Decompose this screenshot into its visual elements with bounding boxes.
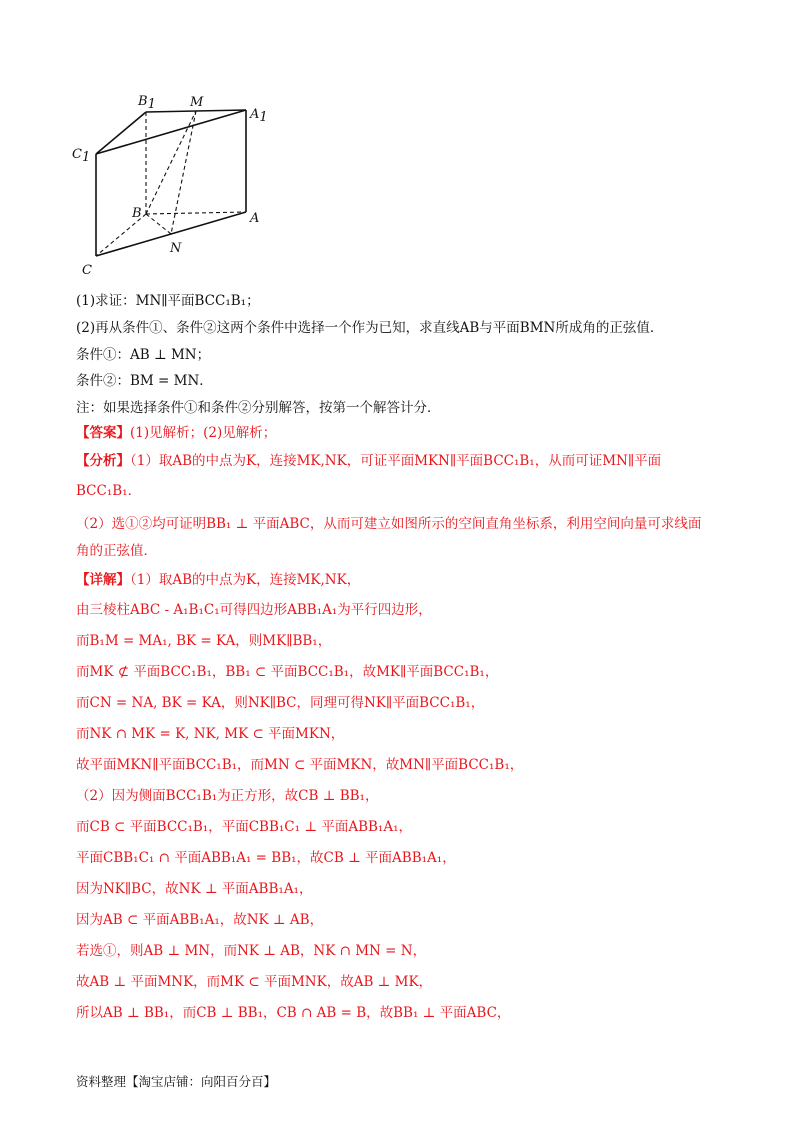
- detail-line-15: 所以AB ⊥ BB₁，而CB ⊥ BB₁，CB ∩ AB = B，故BB₁ ⊥ 平面ABC，: [76, 1005, 511, 1021]
- edge-C1-A1: [96, 110, 246, 154]
- condition-2: 条件②：BM = MN．: [76, 373, 213, 389]
- detail-line-1: [76, 571, 360, 589]
- question-part-1: (1)求证：MN∥平面BCC₁B₁；: [76, 293, 260, 309]
- analysis-line-3: （2）选①②均可证明BB₁ ⊥ 平面ABC，从而可建立如图所示的空间直角坐标系，利用空间向量可求线面: [76, 516, 702, 532]
- detail-line-13: 若选①，则AB ⊥ MN，而NK ⊥ AB，NK ∩ MN = N，: [76, 943, 427, 959]
- detail-line-5: 而CN = NA, BK = KA，则NK∥BC，同理可得NK∥平面BCC₁B₁，: [76, 695, 485, 711]
- prism-figure: [60, 88, 290, 284]
- detail-line-8: （2）因为侧面BCC₁B₁为正方形，故CB ⊥ BB₁，: [76, 788, 379, 804]
- detail-label: 【详解】: [76, 572, 130, 588]
- detail-line-10: 平面CBB₁C₁ ∩ 平面ABB₁A₁ = BB₁，故CB ⊥ 平面ABB₁A₁，: [76, 850, 456, 866]
- analysis-line-1: [76, 452, 661, 470]
- analysis-line-2: BCC₁B₁．: [76, 483, 142, 499]
- answer-label: 【答案】: [76, 425, 130, 441]
- label-M: M: [190, 95, 204, 110]
- label-C1: C1: [72, 147, 91, 165]
- detail-line-12: 因为AB ⊂ 平面ABB₁A₁，故NK ⊥ AB，: [76, 912, 324, 928]
- detail-line-4: 而MK ⊄ 平面BCC₁B₁，BB₁ ⊂ 平面BCC₁B₁，故MK∥平面BCC₁B₁，: [76, 664, 499, 680]
- segment-M-N: [171, 111, 196, 234]
- detail-line-3: 而B₁M = MA₁, BK = KA，则MK∥BB₁，: [76, 633, 332, 649]
- analysis-label: 【分析】: [76, 453, 130, 469]
- detail-line-9: 而CB ⊂ 平面BCC₁B₁，平面CBB₁C₁ ⊥ 平面ABB₁A₁，: [76, 819, 412, 835]
- detail-line-11: 因为NK∥BC，故NK ⊥ 平面ABB₁A₁，: [76, 881, 313, 897]
- detail-line-7: 故平面MKN∥平面BCC₁B₁，而MN ⊂ 平面MKN，故MN∥平面BCC₁B₁，: [76, 757, 524, 773]
- answer-text: (1)见解析；(2)见解析；: [130, 425, 277, 441]
- note: 注：如果选择条件①和条件②分别解答，按第一个解答计分．: [76, 400, 441, 416]
- label-N: N: [170, 241, 182, 256]
- answer-line: [76, 424, 276, 442]
- question-part-2: (2)再从条件①、条件②这两个条件中选择一个作为已知，求直线AB与平面BMN所成角的正弦值．: [76, 320, 664, 336]
- label-A: A: [250, 211, 260, 226]
- label-A1: A1: [250, 107, 268, 125]
- detail-line-6: 而NK ∩ MK = K, NK, MK ⊂ 平面MKN，: [76, 726, 345, 742]
- detail-text-1: （1）取AB的中点为K，连接MK,NK，: [130, 572, 361, 588]
- analysis-text-1: （1）取AB的中点为K，连接MK,NK，可证平面MKN∥平面BCC₁B₁，从而可证MN∥平面: [130, 453, 662, 469]
- detail-line-2: 由三棱柱ABC - A₁B₁C₁可得四边形ABB₁A₁为平行四边形，: [76, 602, 432, 618]
- label-C: C: [82, 263, 92, 278]
- edge-C1-B1: [96, 112, 146, 154]
- edge-B-A: [146, 212, 246, 214]
- label-B: B: [132, 206, 142, 221]
- detail-line-14: 故AB ⊥ 平面MNK，而MK ⊂ 平面MNK，故AB ⊥ MK，: [76, 974, 433, 990]
- segment-B-N: [146, 214, 171, 234]
- footer-source: 资料整理【淘宝店铺：向阳百分百】: [76, 1074, 277, 1089]
- condition-1: 条件①：AB ⊥ MN；: [76, 347, 211, 363]
- analysis-line-4: 角的正弦值．: [76, 543, 157, 559]
- label-B1: B1: [138, 94, 156, 112]
